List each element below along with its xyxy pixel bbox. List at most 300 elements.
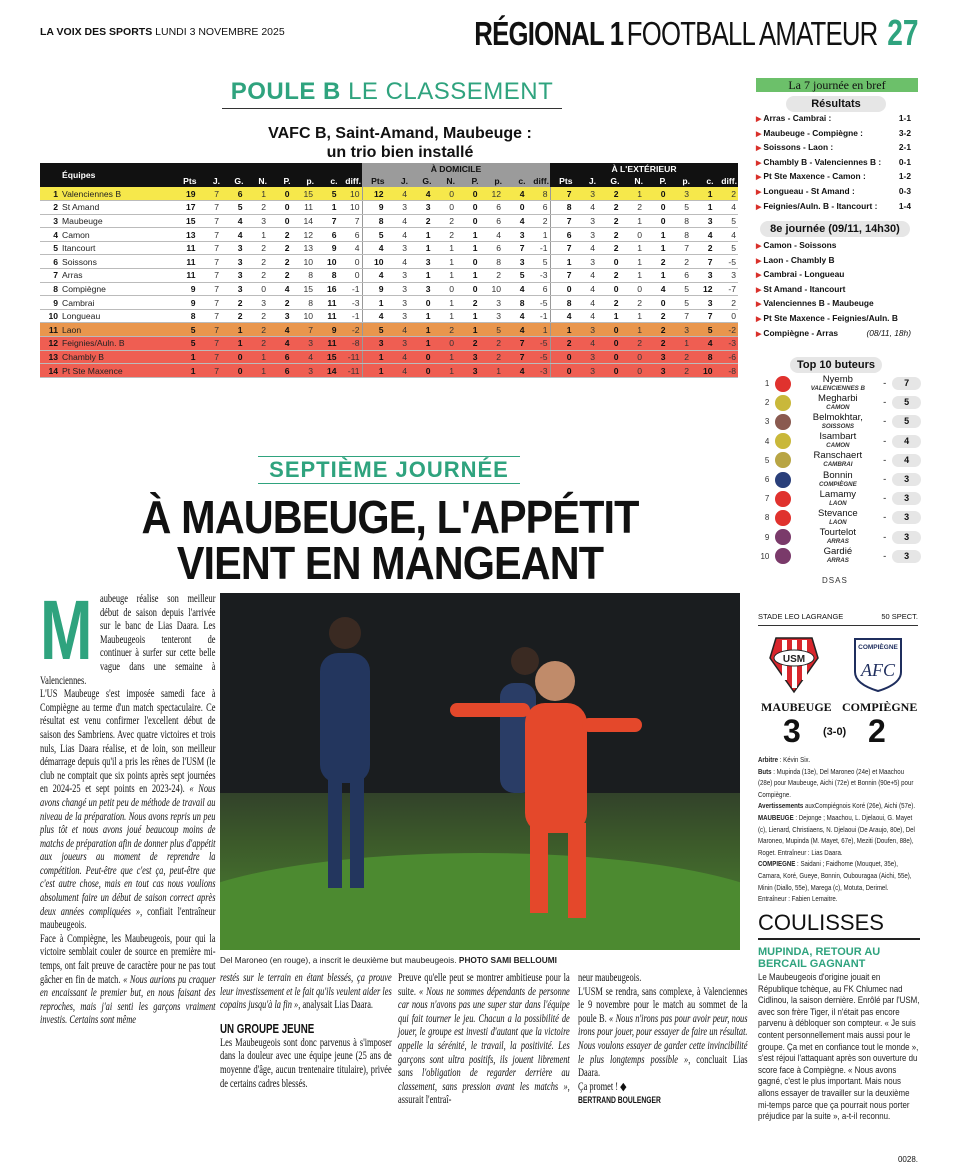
stat-cell: 1 xyxy=(456,228,480,242)
stat-cell: 9 xyxy=(362,201,386,215)
stat-cell: 1 xyxy=(621,269,645,283)
rank: 5 xyxy=(40,241,60,255)
dash: - xyxy=(883,512,887,524)
triangle-icon: ▶ xyxy=(756,315,762,323)
stat-cell: 6 xyxy=(527,201,551,215)
column-header: c. xyxy=(691,175,715,187)
column-header: P. xyxy=(644,175,668,187)
scorer-club: SOISSONS xyxy=(821,422,855,430)
stat-cell: 0 xyxy=(644,214,668,228)
stat-cell: 7 xyxy=(550,241,574,255)
stat-cell: 1 xyxy=(456,241,480,255)
result-score: 2-1 xyxy=(898,142,911,153)
photo-credit: PHOTO SAMI BELLOUMI xyxy=(458,955,557,965)
stat-cell: 6 xyxy=(480,214,504,228)
stat-cell: 17 xyxy=(174,201,198,215)
match-photo xyxy=(220,593,740,950)
stat-cell: 8 xyxy=(315,269,339,283)
info-label: Arbitre xyxy=(758,755,779,764)
stat-cell: 1 xyxy=(433,296,457,310)
coulisses-heading: COULISSES xyxy=(758,910,920,940)
stat-cell: 3 xyxy=(386,201,410,215)
match-info-line xyxy=(758,754,918,766)
stat-cell: 7 xyxy=(668,309,692,323)
match-label: Laon - Chambly B xyxy=(763,254,835,265)
article-column-3 xyxy=(398,972,570,1108)
stat-cell: 0 xyxy=(597,323,621,337)
goals-pill: 5 xyxy=(892,415,921,428)
stat-cell: 4 xyxy=(362,241,386,255)
scorer-name: Megharbi CAMON xyxy=(799,394,877,412)
stat-cell: 2 xyxy=(621,337,645,351)
info-value: auxCompiégnois Koré (26e), Aichi (57e). xyxy=(803,801,916,811)
triangle-icon: ▶ xyxy=(756,243,762,250)
fixture-match xyxy=(756,297,874,312)
stat-cell: 7 xyxy=(503,350,527,364)
halftime-score: (3-0) xyxy=(823,726,847,738)
stat-cell: 4 xyxy=(574,337,598,351)
scorer-rank: 7 xyxy=(764,494,770,504)
stat-cell: 15 xyxy=(174,214,198,228)
result-match xyxy=(756,112,831,127)
stat-cell: 4 xyxy=(386,214,410,228)
rank: 14 xyxy=(40,364,60,378)
info-value: : Saidani ; Faidhome (Mouquet, 35e), Camara, Koré, Gueye, Bonnin, Oubouragaa (Aichi, 55e), Minin (Diallo, 55e), Marega (c), Motuta, Derimel. Entraîneur : Fabien Lemaitre. xyxy=(758,859,912,904)
result-match xyxy=(756,156,881,171)
stat-cell: 4 xyxy=(574,241,598,255)
stat-cell: 13 xyxy=(292,241,316,255)
stat-cell: 2 xyxy=(715,296,739,310)
stat-cell: 1 xyxy=(409,337,433,351)
stat-cell: 0 xyxy=(621,228,645,242)
stat-cell: 3 xyxy=(245,214,269,228)
stat-cell: 0 xyxy=(409,350,433,364)
away-score: 2 xyxy=(868,713,886,749)
stat-cell: 7 xyxy=(198,255,222,269)
stat-cell: 5 xyxy=(221,201,245,215)
stat-cell: 0 xyxy=(715,309,739,323)
team-name: Laon xyxy=(60,323,174,337)
match-label: Feignies/Auln. B - Itancourt : xyxy=(763,200,878,211)
quote-run: « Nous ne sommes dépendants de personne car nous n'avons pas une super star dans l'équipe qui fait tourner le jeu. Chacun a la possibilité de jouer, le groupe est investi d'autant que la victoire appelle la sérénité, le travail, la positivité. Les garçons sont ultra positifs, ils jouent librement sans l'obligation de regarder derrière au classement, sans pression avant les matchs » xyxy=(398,985,570,1093)
stat-cell: 10 xyxy=(315,255,339,269)
team-name: St Amand xyxy=(60,201,174,215)
stat-cell: 0 xyxy=(456,282,480,296)
stat-cell: 2 xyxy=(245,323,269,337)
stat-cell: -1 xyxy=(339,309,363,323)
stat-cell: 3 xyxy=(386,296,410,310)
stat-cell: 4 xyxy=(691,337,715,351)
stat-cell: 2 xyxy=(597,241,621,255)
text-run: Ça promet ! ◆ xyxy=(578,1080,627,1093)
paragraph xyxy=(220,1037,392,1091)
triangle-icon: ▶ xyxy=(756,130,762,138)
stat-cell: 0 xyxy=(456,201,480,215)
stat-cell: 5 xyxy=(480,323,504,337)
stat-cell: 1 xyxy=(409,309,433,323)
stat-cell: 1 xyxy=(456,323,480,337)
rank: 1 xyxy=(40,187,60,201)
result-score: 0-1 xyxy=(898,156,911,167)
stat-cell: 1 xyxy=(621,214,645,228)
stat-cell: 7 xyxy=(198,228,222,242)
stat-cell: 7 xyxy=(550,214,574,228)
stat-cell: 7 xyxy=(292,323,316,337)
page-code: 0028. xyxy=(897,1155,918,1164)
stat-cell: 0 xyxy=(550,350,574,364)
table-row xyxy=(40,309,738,323)
stat-cell: 2 xyxy=(268,269,292,283)
stat-cell: 4 xyxy=(292,350,316,364)
stat-cell: 5 xyxy=(691,323,715,337)
fixture-item xyxy=(756,312,921,327)
stat-cell: 2 xyxy=(433,214,457,228)
club-badge-icon xyxy=(775,548,790,564)
stat-cell: 10 xyxy=(339,201,363,215)
stat-cell: 2 xyxy=(245,255,269,269)
stat-cell: 0 xyxy=(456,214,480,228)
overall-group-header xyxy=(174,163,362,175)
stat-cell: 1 xyxy=(245,350,269,364)
attendance: 50 SPECT. xyxy=(881,612,918,621)
stat-cell: 1 xyxy=(221,337,245,351)
match-info-line xyxy=(758,858,918,904)
stat-cell: 12 xyxy=(480,187,504,201)
goals-pill: 3 xyxy=(892,531,921,544)
page-header-left xyxy=(40,26,285,38)
scorer-rank: 6 xyxy=(764,475,770,485)
triangle-icon: ▶ xyxy=(756,203,762,211)
stat-cell: 7 xyxy=(691,255,715,269)
stat-cell: 4 xyxy=(644,282,668,296)
stat-cell: 4 xyxy=(550,309,574,323)
result-match xyxy=(756,185,855,200)
stat-cell: 11 xyxy=(174,269,198,283)
scorer-row xyxy=(756,374,921,393)
table-row xyxy=(40,187,738,201)
stat-cell: 5 xyxy=(362,228,386,242)
stat-cell: 2 xyxy=(597,228,621,242)
club-badge-icon xyxy=(775,433,790,449)
stat-cell: 2 xyxy=(245,309,269,323)
fixture-match xyxy=(756,268,844,283)
column-header: P. xyxy=(268,175,292,187)
stat-cell: -11 xyxy=(339,364,363,378)
stat-cell: 0 xyxy=(245,282,269,296)
fixture-match xyxy=(756,312,898,327)
stat-cell: 3 xyxy=(386,269,410,283)
stat-cell: 1 xyxy=(245,228,269,242)
article-column-4 xyxy=(578,972,748,1106)
stat-cell: 3 xyxy=(409,201,433,215)
maubeuge-crest-icon xyxy=(768,636,820,694)
table-row xyxy=(40,364,738,378)
stat-cell: 7 xyxy=(668,241,692,255)
stat-cell: 8 xyxy=(668,214,692,228)
stat-cell: 1 xyxy=(621,187,645,201)
scorer-rank: 9 xyxy=(764,532,770,542)
stat-cell: 3 xyxy=(691,269,715,283)
stat-cell: 1 xyxy=(668,337,692,351)
stat-cell: 0 xyxy=(268,214,292,228)
column-header: p. xyxy=(480,175,504,187)
stat-cell: 1 xyxy=(315,201,339,215)
quote-run: restés sur le terrain en étant blessés, ça prouve leur investissement et le fait qu'ils veulent aider les copains jusqu'à la fin » xyxy=(220,972,392,1012)
stat-cell: 5 xyxy=(715,214,739,228)
column-header: p. xyxy=(292,175,316,187)
stat-cell: 5 xyxy=(527,255,551,269)
stat-cell: 0 xyxy=(621,350,645,364)
stat-cell: 0 xyxy=(339,269,363,283)
stat-cell: 2 xyxy=(456,296,480,310)
scorer-name: Bonnin COMPIÈGNE xyxy=(799,471,877,489)
stat-cell: 3 xyxy=(456,350,480,364)
stat-cell: 1 xyxy=(174,350,198,364)
stat-cell: 12 xyxy=(691,282,715,296)
stat-cell: 1 xyxy=(644,269,668,283)
stat-cell: 15 xyxy=(315,350,339,364)
stat-cell: 3 xyxy=(221,269,245,283)
text-run: Face à Compiègne, les Maubeugeois, pour qui la victoire semblait couler de source en première mi-temps, ont fait preuve de caractère pour ne pas tout gâcher en fin de match. xyxy=(40,932,216,986)
graphic-credit: DSAS xyxy=(822,576,848,585)
info-label: Buts xyxy=(758,766,772,776)
standings-title xyxy=(222,78,562,109)
result-score: 1-4 xyxy=(898,200,911,211)
stat-cell: 8 xyxy=(527,187,551,201)
stat-cell: 1 xyxy=(174,364,198,378)
stat-cell: 6 xyxy=(480,241,504,255)
stat-cell: 8 xyxy=(691,350,715,364)
stat-cell: 10 xyxy=(292,309,316,323)
triangle-icon: ▶ xyxy=(756,330,762,338)
stat-cell: 4 xyxy=(386,323,410,337)
stat-cell: 5 xyxy=(503,269,527,283)
stat-cell: -8 xyxy=(339,337,363,351)
stat-cell: 2 xyxy=(715,187,739,201)
stat-cell: 9 xyxy=(174,282,198,296)
stat-cell: 1 xyxy=(362,350,386,364)
goals-pill: 3 xyxy=(892,550,921,563)
stat-cell: 0 xyxy=(409,364,433,378)
team-name: Compiègne xyxy=(60,282,174,296)
stat-cell: 9 xyxy=(315,323,339,337)
stat-cell: 2 xyxy=(480,350,504,364)
stat-cell: 1 xyxy=(691,201,715,215)
stat-cell: 3 xyxy=(409,255,433,269)
result-item xyxy=(756,127,921,142)
stat-cell: 3 xyxy=(409,282,433,296)
scorer-name: Nyemb VALENCIENNES B xyxy=(799,375,877,393)
match-label: Chambly B - Valenciennes B : xyxy=(763,156,882,167)
goals-pill: 7 xyxy=(892,377,921,390)
stat-cell: 6 xyxy=(221,187,245,201)
home-team-name: MAUBEUGE xyxy=(761,700,832,714)
result-item xyxy=(756,200,921,215)
stat-cell: 0 xyxy=(597,350,621,364)
stat-cell: 6 xyxy=(339,228,363,242)
table-row xyxy=(40,296,738,310)
stat-cell: 11 xyxy=(174,241,198,255)
text-run: , analysait Lias Daara. xyxy=(298,999,374,1012)
stat-cell: 4 xyxy=(409,187,433,201)
triangle-icon: ▶ xyxy=(756,301,762,309)
stat-cell: 15 xyxy=(292,187,316,201)
stat-cell: 10 xyxy=(292,255,316,269)
paragraph xyxy=(398,972,570,1108)
club-badge-icon xyxy=(775,452,790,468)
stat-cell: -1 xyxy=(339,282,363,296)
stat-cell: 4 xyxy=(386,187,410,201)
paragraph xyxy=(578,986,748,1081)
stat-cell: 0 xyxy=(221,350,245,364)
text-run: , assurait l'entraî- xyxy=(398,1080,570,1107)
scorer-rank: 2 xyxy=(764,398,770,408)
stat-cell: 3 xyxy=(691,214,715,228)
venue: STADE LEO LAGRANGE xyxy=(758,612,844,621)
triangle-icon: ▶ xyxy=(756,145,762,153)
result-score: 1-2 xyxy=(898,171,911,182)
result-match xyxy=(756,127,863,142)
fixture-item xyxy=(756,283,921,298)
stat-cell: 1 xyxy=(433,255,457,269)
stat-cell: 3 xyxy=(644,350,668,364)
stat-cell: 3 xyxy=(480,296,504,310)
section-title: FOOTBALL AMATEUR xyxy=(626,15,878,52)
stat-cell: 14 xyxy=(292,214,316,228)
stat-cell: 8 xyxy=(292,296,316,310)
stat-cell: 7 xyxy=(550,269,574,283)
photo-caption xyxy=(220,955,740,965)
stat-cell: 2 xyxy=(456,337,480,351)
stat-cell: 1 xyxy=(362,364,386,378)
svg-text:AFC: AFC xyxy=(861,660,895,680)
standings-table xyxy=(40,163,738,378)
stat-cell: 0 xyxy=(597,337,621,351)
scorer-club: LAON xyxy=(829,518,847,526)
stat-cell: 2 xyxy=(644,255,668,269)
col2-text-after xyxy=(220,1037,392,1091)
drop-cap: M xyxy=(40,583,93,677)
standings-title-text: LE CLASSEMENT xyxy=(348,78,554,105)
article-column-1 xyxy=(40,583,216,1028)
svg-text:COMPIÈGNE: COMPIÈGNE xyxy=(858,644,898,651)
stat-cell: 11 xyxy=(315,337,339,351)
stat-cell: 4 xyxy=(503,309,527,323)
column-header: diff. xyxy=(715,175,739,187)
fixture-note: (08/11, 18h) xyxy=(866,327,911,338)
team-name: Chambly B xyxy=(60,350,174,364)
stat-cell: 0 xyxy=(597,364,621,378)
stat-cell: 6 xyxy=(268,364,292,378)
stat-cell: 15 xyxy=(292,282,316,296)
text-run: L'USM se rendra, sans complexe, à Valenciennes le 9 novembre pour le match au sommet de la poule B. xyxy=(578,985,748,1025)
stat-cell: 4 xyxy=(362,269,386,283)
stat-cell: 4 xyxy=(386,255,410,269)
stat-cell: 4 xyxy=(268,337,292,351)
club-badge-icon xyxy=(775,491,790,507)
stat-cell: 1 xyxy=(409,241,433,255)
section-title-bold: RÉGIONAL 1 xyxy=(473,15,623,52)
rank: 2 xyxy=(40,201,60,215)
stat-cell: 7 xyxy=(198,350,222,364)
triangle-icon: ▶ xyxy=(756,286,762,294)
table-row xyxy=(40,337,738,351)
stat-cell: 1 xyxy=(691,187,715,201)
stat-cell: 2 xyxy=(621,201,645,215)
triangle-icon: ▶ xyxy=(756,116,762,123)
stat-cell: 0 xyxy=(456,255,480,269)
stat-cell: 7 xyxy=(198,323,222,337)
info-value: : Kévin Six. xyxy=(778,755,811,764)
page-number: 27 xyxy=(886,12,918,53)
stat-cell: 11 xyxy=(315,296,339,310)
stat-cell: 7 xyxy=(339,214,363,228)
column-header: c. xyxy=(315,175,339,187)
stat-cell: 2 xyxy=(221,309,245,323)
stat-cell: 2 xyxy=(245,241,269,255)
stat-cell: 7 xyxy=(198,214,222,228)
stat-cell: 7 xyxy=(198,309,222,323)
goals-pill: 3 xyxy=(892,492,921,505)
stat-cell: 0 xyxy=(550,282,574,296)
team-header: Équipes xyxy=(40,163,174,187)
stat-cell: 4 xyxy=(503,187,527,201)
stat-cell: 1 xyxy=(621,323,645,337)
team-name: Feignies/Auln. B xyxy=(60,337,174,351)
scorer-name: Stevance LAON xyxy=(799,509,877,527)
stat-cell: 9 xyxy=(362,282,386,296)
results-heading: Résultats xyxy=(786,96,886,112)
stat-cell: 3 xyxy=(574,255,598,269)
scorer-row xyxy=(756,528,921,547)
goals-pill: 5 xyxy=(892,396,921,409)
stat-cell: 11 xyxy=(315,309,339,323)
match-label: Pt Ste Maxence - Feignies/Auln. B xyxy=(763,312,898,323)
stat-cell: 3 xyxy=(574,350,598,364)
paragraph xyxy=(40,933,216,1028)
stat-cell: 4 xyxy=(386,350,410,364)
stat-cell: 3 xyxy=(386,309,410,323)
stat-cell: 6 xyxy=(527,282,551,296)
stat-cell: 4 xyxy=(268,282,292,296)
stat-cell: 3 xyxy=(480,309,504,323)
fixture-match xyxy=(756,239,836,254)
column-header: N. xyxy=(245,175,269,187)
standings-title-bold: POULE B xyxy=(230,78,341,105)
article-column-2 xyxy=(220,972,392,1091)
dash: - xyxy=(883,416,887,428)
quote-run: « Nous aurions pu craquer en encaissant le premier but, en nous faisant des reproches, mais j'ai senti les garçons vraiment investis. Certains sont même xyxy=(40,973,216,1027)
match-venue-bar xyxy=(758,612,918,626)
coulisses-headline: MUPINDA, RETOUR AU BERCAIL GAGNANT xyxy=(758,946,881,970)
stat-cell: 4 xyxy=(503,364,527,378)
stat-cell: 2 xyxy=(268,296,292,310)
stat-cell: 6 xyxy=(550,228,574,242)
stat-cell: 2 xyxy=(480,337,504,351)
stat-cell: 2 xyxy=(221,296,245,310)
stat-cell: 10 xyxy=(480,282,504,296)
stat-cell: 6 xyxy=(268,350,292,364)
coulisses-text: Le Maubeugeois d'origine jouait en République tchèque, au FK Chlumec nad Cidlinou, la saison dernière. Enrôlé par l'USM, avec son frère Tiger, il n'était pas encore parvenu à débloquer son compteur. « Je suis content personnellement mais aussi pour le groupe. Ça met en confiance tout le monde », s'est réjoui l'attaquant après son ouverture du score face à Compiègne. « Nous avons gagné, c'est le plus important. Mais nous allons essayer de travailler sur la deuxième mi-temps parce que ça pourrait nous porter préjudice par la suite », a-t-il reconnu. xyxy=(758,972,920,1122)
stat-cell: 6 xyxy=(480,201,504,215)
rank: 4 xyxy=(40,228,60,242)
stat-cell: 2 xyxy=(527,214,551,228)
stat-cell: 2 xyxy=(644,309,668,323)
stat-cell: 19 xyxy=(174,187,198,201)
stat-cell: 4 xyxy=(574,296,598,310)
stat-cell: 8 xyxy=(550,201,574,215)
dash: - xyxy=(883,493,887,505)
